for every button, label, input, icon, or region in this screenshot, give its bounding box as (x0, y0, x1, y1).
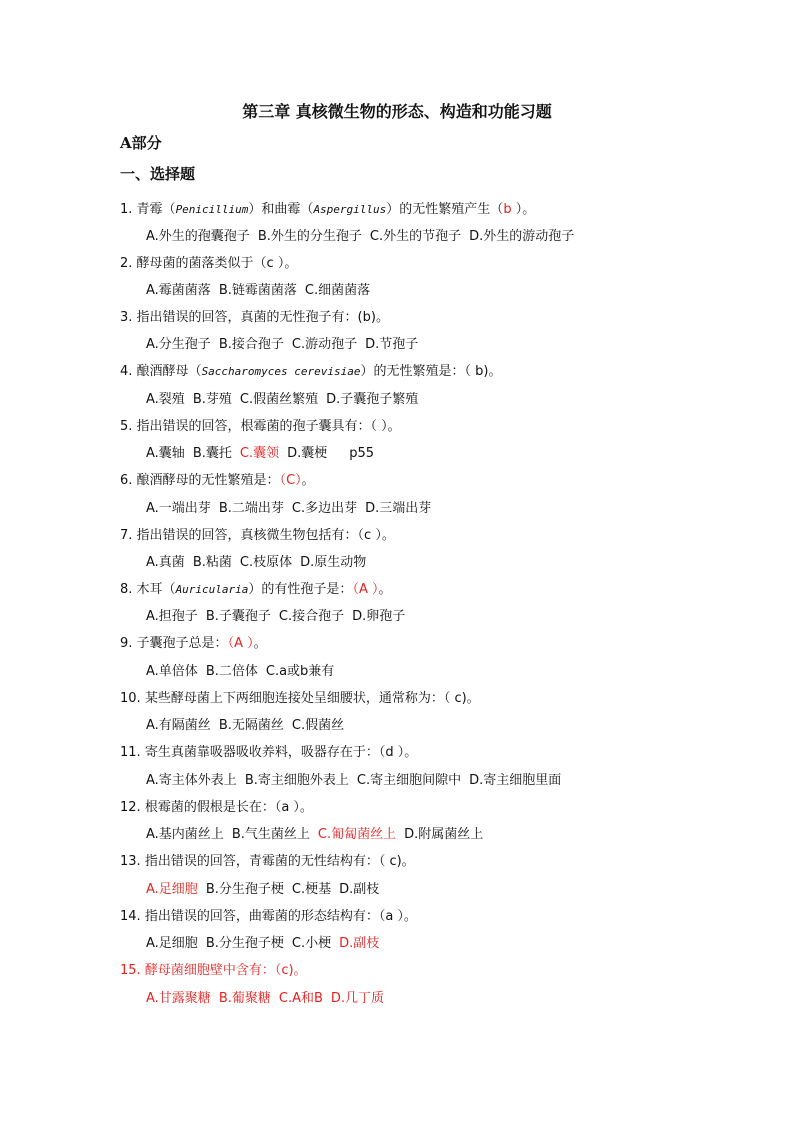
question-number: 5. (120, 419, 133, 434)
question-number: 9. (120, 636, 133, 651)
question-14 (120, 907, 417, 927)
option-b: B.分生孢子梗 (205, 882, 284, 897)
option-c: C.小梗 (291, 936, 332, 951)
question-text: ）的有性孢子是： (248, 582, 353, 597)
question-number: 6. (120, 473, 133, 488)
question-text: ）的无性繁殖是：（ b)。 (360, 364, 502, 379)
question-11 (120, 743, 417, 763)
option-a: A.甘露聚糖 (146, 991, 211, 1006)
option-d: D.寄主细胞里面 (469, 773, 562, 788)
question-text: 指出错误的回答，曲霉菌的形态结构有：（a ）。 (144, 909, 417, 924)
answer-highlight: （A ） (352, 582, 379, 597)
option-a: A.基内菌丝上 (146, 827, 224, 842)
option-c: C.枝原体 (239, 555, 293, 570)
option-a: A.裂殖 (146, 392, 185, 407)
question-3 (120, 308, 389, 328)
question-5 (120, 417, 401, 437)
latin-name: Auricularia (175, 583, 249, 596)
option-c: C.游动孢子 (291, 337, 358, 352)
option-d: D.几丁质 (330, 991, 385, 1006)
option-a: A.外生的孢囊孢子 (146, 229, 250, 244)
question-number: 12. (120, 800, 141, 815)
question-text: 酿酒酵母（ (136, 364, 202, 379)
question-text: 指出错误的回答，青霉菌的无性结构有：（ c)。 (144, 854, 415, 869)
option-c: C.a或b兼有 (265, 664, 335, 679)
option-d: D.卵孢子 (352, 609, 406, 624)
option-c: C.假菌丝 (291, 718, 345, 733)
option-a: A.真菌 (146, 555, 185, 570)
options-6 (146, 499, 431, 519)
option-d: D.副枝 (339, 882, 380, 897)
option-b: B.无隔菌丝 (218, 718, 284, 733)
question-number: 1. (120, 202, 133, 217)
question-4 (120, 362, 501, 382)
question-9 (120, 634, 267, 654)
question-text: ）。 (511, 202, 536, 217)
page-title: 第三章 真核微生物的形态、构造和功能习题 (242, 102, 552, 121)
question-text: ）的无性繁殖产生（ (386, 202, 504, 217)
question-text: 寄生真菌靠吸器吸收养料，吸器存在于：（d ）。 (144, 745, 418, 760)
question-number: 8. (120, 582, 133, 597)
option-a: A.寄主体外表上 (146, 773, 237, 788)
option-b: B.二倍体 (205, 664, 258, 679)
option-c: C.囊领 (239, 446, 280, 461)
option-c: C.细菌菌落 (304, 283, 371, 298)
option-b: B.分生孢子梗 (205, 936, 284, 951)
question-6 (120, 471, 315, 491)
option-d: D.囊梗 (287, 446, 328, 461)
question-2 (120, 254, 297, 274)
option-c: C.多边出芽 (291, 501, 358, 516)
option-d: D.外生的游动孢子 (469, 229, 575, 244)
question-10 (120, 689, 480, 709)
question-text: 木耳（ (136, 582, 176, 597)
options-5 (146, 444, 374, 464)
option-b: B.囊托 (192, 446, 232, 461)
question-text: 根霉菌的假根是长在：（a ）。 (144, 800, 313, 815)
question-text: 子囊孢子总是： (136, 636, 228, 651)
options-8 (146, 607, 405, 627)
option-a: A.囊轴 (146, 446, 185, 461)
option-a: A.分生孢子 (146, 337, 211, 352)
option-b: B.接合孢子 (218, 337, 284, 352)
latin-name: Saccharomyces cerevisiae (201, 365, 361, 378)
option-c: C.外生的节孢子 (369, 229, 462, 244)
option-c: C.假菌丝繁殖 (239, 392, 319, 407)
question-text: 指出错误的回答，真核微生物包括有：（c ）。 (136, 528, 395, 543)
question-text: ）和曲霉（ (248, 202, 314, 217)
answer-highlight: b (503, 202, 512, 217)
options-12 (146, 825, 483, 845)
option-a: A.足细胞 (146, 936, 198, 951)
question-12 (120, 798, 313, 818)
option-b: B.寄主细胞外表上 (244, 773, 349, 788)
question-8 (120, 580, 391, 600)
options-13 (146, 880, 379, 900)
option-d: D.副枝 (339, 936, 380, 951)
option-d: D.原生动物 (300, 555, 367, 570)
page-reference: p55 (349, 446, 375, 461)
options-4 (146, 390, 418, 410)
option-d: D.子囊孢子繁殖 (326, 392, 419, 407)
options-14 (146, 934, 379, 954)
latin-name: Aspergillus (313, 203, 387, 216)
options-15 (146, 989, 384, 1009)
option-a: A.霉菌菌落 (146, 283, 211, 298)
option-c: C.寄主细胞间隙中 (356, 773, 462, 788)
option-a: A.足细胞 (146, 882, 198, 897)
question-number: 3. (120, 310, 133, 325)
section-heading-choice: 一、选择题 (120, 165, 196, 183)
question-number: 2. (120, 256, 133, 271)
question-number: 15. (120, 963, 141, 978)
option-a: A.担孢子 (146, 609, 198, 624)
question-15 (120, 961, 307, 981)
question-number: 10. (120, 691, 141, 706)
question-number: 13. (120, 854, 141, 869)
answer-highlight: （A ） (227, 636, 254, 651)
option-b: B.链霉菌菌落 (218, 283, 297, 298)
question-1 (120, 200, 535, 220)
option-a: A.一端出芽 (146, 501, 211, 516)
option-c: C.梗基 (291, 882, 332, 897)
option-b: B.粘菌 (192, 555, 232, 570)
latin-name: Penicillium (175, 203, 249, 216)
option-c: C.A和B (278, 991, 323, 1006)
option-c: C.匍匐菌丝上 (317, 827, 397, 842)
question-text: 。 (301, 473, 315, 488)
options-2 (146, 281, 370, 301)
option-b: B.子囊孢子 (205, 609, 271, 624)
question-7 (120, 526, 395, 546)
option-b: B.葡聚糖 (218, 991, 271, 1006)
option-d: D.附属菌丝上 (404, 827, 484, 842)
options-10 (146, 716, 344, 736)
option-a: A.有隔菌丝 (146, 718, 211, 733)
options-3 (146, 335, 418, 355)
question-number: 4. (120, 364, 133, 379)
option-b: B.二端出芽 (218, 501, 284, 516)
question-text: 。 (378, 582, 392, 597)
options-11 (146, 771, 561, 791)
question-number: 11. (120, 745, 141, 760)
question-number: 7. (120, 528, 133, 543)
option-b: B.外生的分生孢子 (257, 229, 362, 244)
option-a: A.单倍体 (146, 664, 198, 679)
question-text: 指出错误的回答，根霉菌的孢子囊具有：（ ）。 (136, 419, 401, 434)
options-9 (146, 662, 334, 682)
question-text: 青霉（ (136, 202, 176, 217)
question-text: 酵母菌细胞壁中含有：（c)。 (144, 963, 307, 978)
question-text: 酵母菌的菌落类似于（c ）。 (136, 256, 298, 271)
option-d: D.三端出芽 (365, 501, 432, 516)
question-text: 酿酒酵母的无性繁殖是： (136, 473, 280, 488)
options-7 (146, 553, 366, 573)
question-number: 14. (120, 909, 141, 924)
option-d: D.节孢子 (365, 337, 419, 352)
question-text: 。 (253, 636, 267, 651)
section-heading-a: A部分 (120, 134, 162, 152)
option-b: B.芽殖 (192, 392, 232, 407)
option-c: C.接合孢子 (278, 609, 345, 624)
question-text: 指出错误的回答，真菌的无性孢子有：(b)。 (136, 310, 389, 325)
question-text: 某些酵母菌上下两细胞连接处呈细腰状，通常称为：（ c)。 (144, 691, 480, 706)
question-13 (120, 852, 415, 872)
options-1 (146, 227, 574, 247)
option-b: B.气生菌丝上 (231, 827, 310, 842)
answer-highlight: （C） (279, 473, 302, 488)
